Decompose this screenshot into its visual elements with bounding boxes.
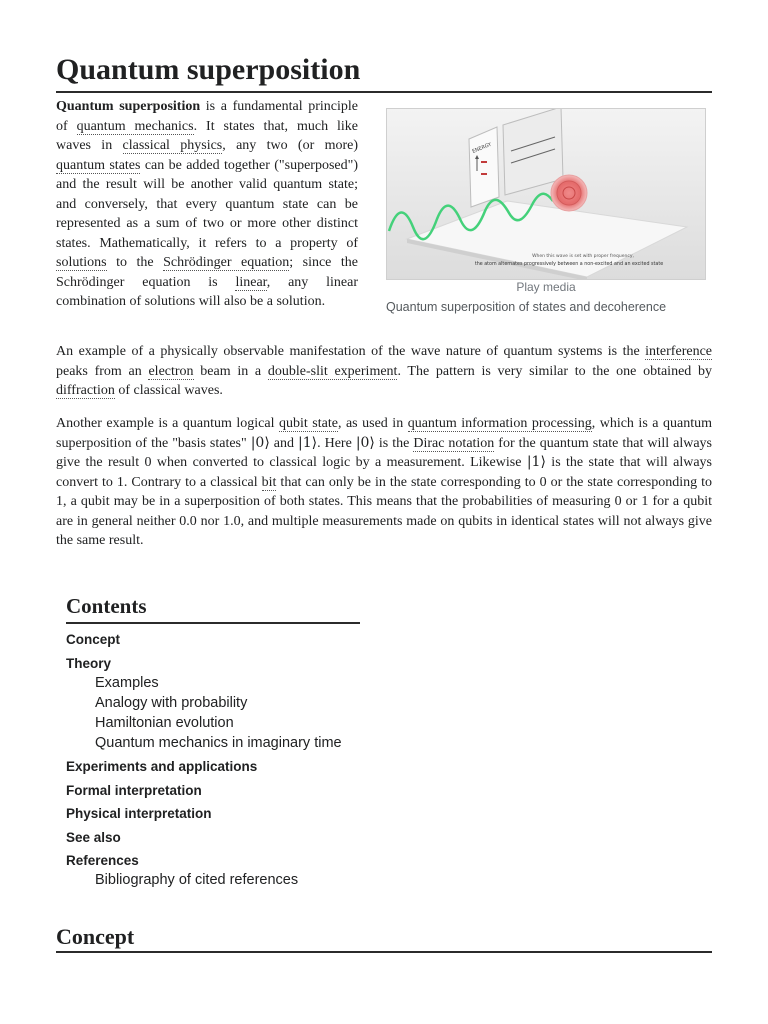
lead-bold-term: Quantum superposition — [56, 99, 201, 114]
energy-label: ENERGY — [471, 141, 493, 155]
toc-link-bibliography[interactable]: Bibliography of cited references — [95, 872, 299, 888]
link-dirac-notation[interactable]: Dirac notation — [413, 435, 495, 451]
media-figure — [386, 108, 706, 315]
toc-sublist — [95, 870, 360, 890]
toc-link-analogy-with-probability[interactable]: Analogy with probability — [95, 694, 248, 711]
toc-item — [66, 630, 360, 649]
page-title: Quantum superposition — [56, 53, 361, 86]
toc-item — [66, 654, 360, 753]
ket-zero: |0⟩ — [355, 434, 375, 451]
section-heading-concept: Concept — [56, 924, 135, 949]
paragraph-text: is the state that will always convert to 1. Contrary to a classical — [56, 455, 712, 490]
toc-item — [66, 781, 360, 800]
table-of-contents — [66, 592, 360, 890]
toc-link-see-also[interactable]: See also — [66, 829, 121, 845]
paragraph-text: of classical waves. — [114, 383, 223, 398]
lead-text: to the — [106, 255, 164, 270]
ket-zero: |0⟩ — [250, 434, 270, 451]
paragraph-text: . The pattern is very similar to the one obtained by — [397, 363, 713, 379]
link-linear[interactable]: linear — [235, 274, 267, 290]
toc-item — [66, 828, 360, 847]
paragraph-text: Another example is a quantum logical — [56, 416, 279, 431]
paragraph-text: . Here — [317, 435, 356, 451]
lead-text: , any two (or more) — [222, 138, 358, 153]
toc-title: Contents — [66, 594, 147, 618]
link-classical-physics[interactable]: classical physics — [122, 138, 223, 153]
link-bit[interactable]: bit — [261, 474, 277, 490]
link-interference[interactable]: interference — [645, 344, 712, 359]
toc-list — [66, 630, 360, 890]
paragraph-text: that can only be in the state corresponding to 0 or the state corresponding to 1, a qubit may be in a superposition of both states. This means that the probabilities of measuring 0 or 1 for a qubit are in general neither 0.0 nor 1.0, and multiple measurements made on qubits in identical states will not always give the same result. — [56, 474, 712, 548]
toc-item — [66, 757, 360, 776]
play-media-link[interactable]: Play media — [516, 280, 576, 294]
paragraph-text: An example of a physically observable manifestation of the wave nature of quantum systems is the — [56, 344, 646, 359]
toc-link-theory[interactable]: Theory — [66, 655, 112, 671]
paragraph-text: , which is a quantum superposition of the "basis states" — [56, 416, 712, 451]
toc-link-hamiltonian-evolution[interactable]: Hamiltonian evolution — [95, 714, 234, 731]
ket-one: |1⟩ — [526, 454, 546, 470]
toc-divider — [66, 622, 360, 624]
link-diffraction[interactable]: diffraction — [56, 383, 115, 398]
toc-sublist — [95, 673, 360, 753]
lead-text: , any linear combination of solutions will also be a solution. — [56, 274, 358, 309]
link-schrodinger-equation[interactable]: Schrödinger equation — [163, 255, 290, 270]
toc-link-formal-interpretation[interactable]: Formal interpretation — [66, 782, 202, 798]
toc-link-physical-interpretation[interactable]: Physical interpretation — [66, 806, 212, 821]
toc-link-concept[interactable]: Concept — [66, 632, 120, 647]
lead-text: ; since the Schrödinger equation is — [56, 255, 358, 290]
toc-item — [66, 851, 360, 890]
lead-text: is a fundamental principle of — [56, 99, 358, 134]
title-divider — [56, 91, 712, 93]
paragraph-text: and — [269, 435, 299, 451]
link-quantum-information-processing[interactable]: quantum information processing — [407, 416, 592, 431]
lead-text: . It states that, much like waves in — [56, 118, 358, 153]
video-caption-line1: When this wave is set with proper frequency, — [532, 254, 634, 259]
link-quantum-mechanics[interactable]: quantum mechanics — [76, 118, 194, 134]
toc-link-imaginary-time[interactable]: Quantum mechanics in imaginary time — [95, 734, 342, 751]
toc-link-experiments[interactable]: Experiments and applications — [66, 759, 258, 774]
paragraph-text: peaks from an — [56, 363, 149, 379]
link-solutions[interactable]: solutions — [56, 255, 107, 270]
paragraph-2 — [56, 342, 712, 401]
paragraph-text: beam in a — [193, 363, 268, 379]
link-qubit-state[interactable]: qubit state — [279, 416, 338, 431]
section-divider — [56, 951, 712, 953]
link-quantum-states[interactable]: quantum states — [56, 157, 141, 173]
paragraph-text: , as used in — [337, 416, 408, 431]
link-double-slit-experiment[interactable]: double-slit experiment — [267, 363, 398, 379]
lead-text: can be added together ("superposed") and the result will be another valid quantum state; and conversely, that every quantum state can be represented as a sum of two or more other distinct states. Mathematically, it refers to a property of — [56, 157, 358, 251]
link-electron[interactable]: electron — [148, 363, 194, 379]
video-caption-line2: the atom alternates progressively between a non-excited and an excited state — [474, 262, 664, 267]
paragraph-3 — [56, 414, 712, 551]
paragraph-text: is the — [374, 435, 414, 451]
lead-paragraph — [56, 97, 358, 312]
video-thumbnail — [387, 109, 706, 280]
toc-item — [66, 804, 360, 823]
video-player[interactable] — [386, 108, 706, 280]
toc-link-references[interactable]: References — [66, 853, 139, 868]
toc-link-examples[interactable]: Examples — [95, 674, 159, 691]
figure-caption: Quantum superposition of states and decoherence — [386, 300, 667, 314]
ket-one: |1⟩ — [298, 434, 318, 451]
paragraph-text: for the quantum state that will always give the result 0 when converted to classical logic by a measurement. Likewise — [56, 435, 712, 470]
